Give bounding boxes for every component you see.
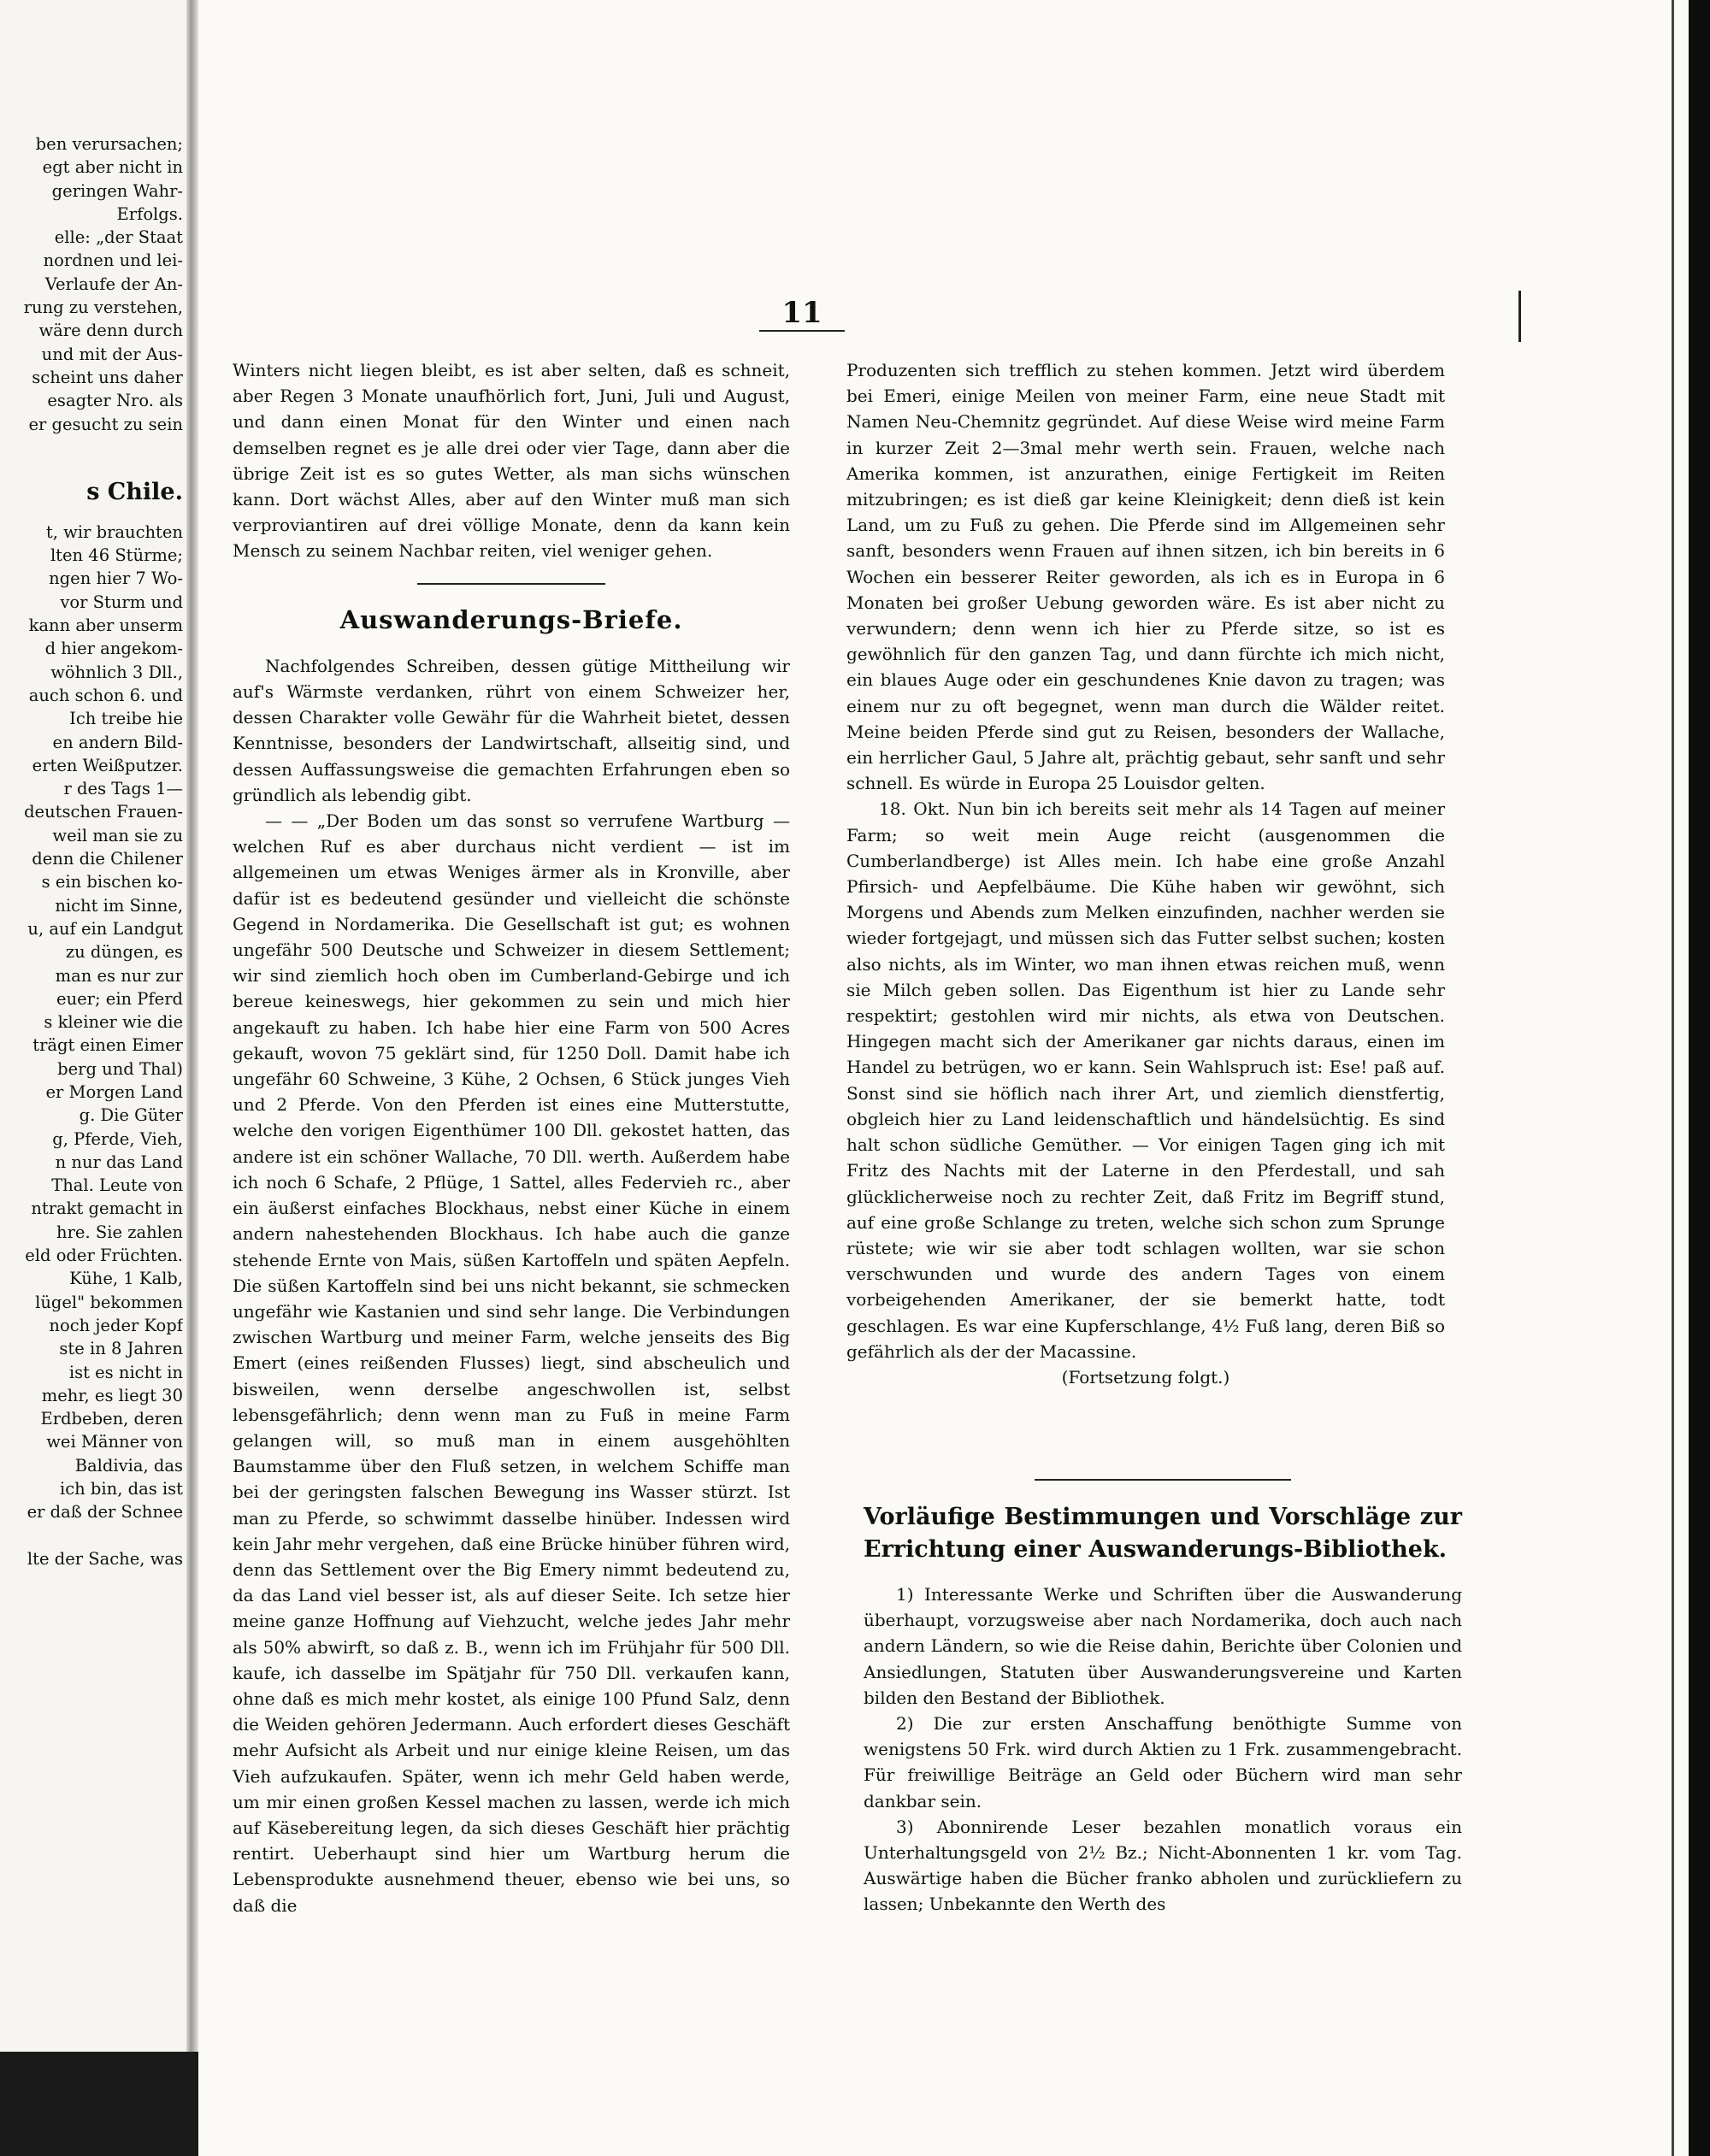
scan-edge-line: [1672, 0, 1674, 2156]
adjacent-line: en andern Bild-: [52, 732, 183, 752]
adjacent-line: hre. Sie zahlen: [56, 1222, 183, 1242]
adjacent-line: d hier angekom-: [44, 639, 183, 659]
adjacent-line: er daß der Schnee: [27, 1502, 183, 1523]
adjacent-line: Kühe, 1 Kalb,: [69, 1269, 183, 1289]
scan-border-bottom: [0, 2052, 198, 2156]
adjacent-line: [3, 1524, 183, 1547]
adjacent-line: er Morgen Land: [45, 1081, 183, 1102]
adjacent-line: t, wir brauchten: [45, 521, 183, 542]
column-left: [233, 357, 790, 1918]
adjacent-line: g, Pferde, Vieh,: [52, 1128, 183, 1149]
paragraph: 1) Interessante Werke und Schriften über die Auswanderung überhaupt, vorzugsweise aber nach Nordamerika, doch auch nach andern Ländern, so wie die Reise dahin, Berichte über Colonien und Ansiedlungen, Statuten über Auswanderungsvereine und Karten bilden den Bestand der Bibliothek.: [864, 1584, 1462, 1708]
adjacent-line: lte der Sache, was: [27, 1548, 183, 1569]
adjacent-line: s ein bischen ko-: [41, 872, 183, 892]
adjacent-lines-bottom: [3, 521, 183, 1570]
adjacent-line: ist es nicht in: [68, 1362, 183, 1382]
adjacent-line: esagter Nro. als: [47, 391, 183, 411]
adjacent-line: s kleiner wie die: [44, 1012, 183, 1033]
adjacent-line: Verlaufe der An-: [44, 274, 183, 294]
adjacent-line: Erfolgs.: [116, 203, 183, 224]
paragraph: — — „Der Boden um das sonst so verrufene Wartburg — welchen Ruf es aber durchaus nicht verdient — ist im allgemeinen um etwas Weniges ärmer als in Kronville, aber dafür ist es bedeutend gesünder und vielleicht die schönste Gegend in Nordamerika. Die Gesellschaft ist gut; es wohnen ungefähr 500 Deutsche und Schweizer in diesem Settlement; wir sind ziemlich hoch oben im Cumberland-Gebirge und ich bereue keineswegs, hier gekommen zu sein und mich hier angekauft zu haben. Ich habe hier eine Farm von 500 Acres gekauft, wovon 75 geklärt sind, für 1250 Doll. Damit habe ich ungefähr 60 Schweine, 3 Kühe, 2 Ochsen, 6 Stück junges Vieh und 2 Pferde. Von den Pferden ist eines eine Mutterstutte, welche den vorigen Eigenthümer 100 Dll. gekostet hatten, das andere ist ein schöner Wallache, 70 Dll. werth. Außerdem habe ich noch 6 Schafe, 2 Pflüge, 1 Sattel, alles Federvieh rc., aber ein äußerst einfaches Blockhaus, nebst einer Küche in einem andern nahestehenden Blockhaus. Ich habe auch die ganze stehende Ernte von Mais, süßen Kartoffeln und späten Aepfeln. Die süßen Kartoffeln sind bei uns nicht bekannt, sie schmecken ungefähr wie Kastanien und sind sehr lange. Die Verbindungen zwischen Wartburg und meiner Farm, welche jenseits des Big Emert (eines reißenden Flusses) liegt, sind abscheulich und bisweilen, wenn derselbe angeschwollen ist, selbst lebensgefährlich; denn wenn man zu Fuß in meine Farm gelangen will, so muß man in einem ausgehöhlten Baumstamme über den Fluß setzen, in welchem Schiffe man bei der geringsten falschen Bewegung ins Wasser stürzt. Ist man zu Pferde, so schwimmt dasselbe hinüber. Indessen wird kein Jahr mehr vergehen, daß eine Brücke hinüber führen wird, denn das Settlement over the Big Emery nimmt bedeutend zu, da das Land viel besser ist, als auf dieser Seite. Ich setze hier meine ganze Hoffnung auf Viehzucht, welche jedes Jahr mehr als 50% abwirft, so daß z. B., wenn ich im Frühjahr für 500 Dll. kaufe, ich dasselbe im Spätjahr für 750 Dll. verkaufen kann, ohne daß es mich mehr kostet, als einige 100 Pfund Salz, denn die Weiden gehören Jedermann. Auch erfordert dieses Geschäft mehr Aufsicht als Arbeit und nur einige kleine Reisen, um das Vieh aufzukaufen. Später, wenn ich mehr Geld haben werde, um mir einen großen Kessel machen zu lassen, werde ich mich auf Käsebereitung legen, da sich dieses Geschäft hier prächtig rentirt. Ueberhaupt sind hier um Wartburg herum die Lebensprodukte ausnehmend theuer, ebenso wie bei uns, so daß die: [233, 810, 790, 1916]
section-divider: [417, 583, 605, 585]
scan-border-right: [1689, 0, 1710, 2156]
adjacent-line: lügel" bekommen: [35, 1292, 183, 1312]
column-right-lower: [864, 1462, 1462, 1917]
paragraph: Produzenten sich trefflich zu stehen kommen. Jetzt wird überdem bei Emeri, einige Meilen von meiner Farm, eine neue Stadt mit Namen Neu-Chemnitz gegründet. Auf diese Weise wird meine Farm in kurzer Zeit 2—3mal mehr werth sein. Frauen, welche nach Amerika kommen, ist anzurathen, einige Fertigkeit im Reiten mitzubringen; es ist dieß gar keine Kleinigkeit; denn dieß ist kein Land, um zu Fuß zu gehen. Die Pferde sind im Allgemeinen sehr sanft, besonders wenn Frauen auf ihnen sitzen, ich bin bereits in 6 Wochen ein besserer Reiter geworden, als ich es in Europa in 6 Monaten bei großer Uebung geworden wäre. Es ist aber nicht zu verwundern; denn wenn ich hier zu Pferde sitze, so ist es gewöhnlich für den ganzen Tag, und dann fürchte ich mich nicht, ein blaues Auge oder ein geschundenes Knie davon zu tragen; was einem nur zu oft begegnet, wenn man durch die Wälder reitet. Meine beiden Pferde sind gut zu Reisen, besonders der Wallache, ein herrlicher Gaul, 5 Jahre alt, prächtig gebaut, sehr sanft und sehr schnell. Es würde in Europa 25 Louisdor gelten.: [846, 360, 1445, 794]
adjacent-line: rung zu verstehen,: [23, 297, 183, 318]
adjacent-line: Baldivia, das: [74, 1455, 183, 1476]
adjacent-line: er gesucht zu sein: [28, 414, 183, 434]
page-number: 11: [781, 296, 823, 330]
section-divider: [1035, 1479, 1291, 1481]
adjacent-line: eld oder Früchten.: [25, 1246, 183, 1266]
paragraph: 3) Abonnirende Leser bezahlen monatlich voraus ein Unterhaltungsgeld von 2½ Bz.; Nicht-Abonnenten 1 kr. vom Tag. Auswärtige haben die Bücher franko abholen und zurückliefern zu lassen; Unbekannte den Werth des: [864, 1816, 1462, 1915]
adjacent-line: erten Weißputzer.: [32, 755, 183, 775]
adjacent-line: g. Die Güter: [79, 1105, 183, 1126]
adjacent-line: Erdbeben, deren: [40, 1409, 183, 1429]
adjacent-line: vor Sturm und: [60, 592, 183, 612]
adjacent-page-strip: [0, 0, 198, 2156]
adjacent-line: ntrakt gemacht in: [31, 1199, 183, 1219]
adjacent-line: scheint uns daher: [32, 367, 183, 387]
adjacent-lines-top: [3, 133, 183, 436]
adjacent-line: trägt einen Eimer: [32, 1035, 183, 1056]
adjacent-line: geringen Wahr-: [51, 180, 183, 201]
scan-mark: [1518, 291, 1521, 342]
adjacent-line: r des Tags 1—: [63, 779, 183, 799]
adjacent-line: und mit der Aus-: [41, 344, 183, 364]
paragraph: 2) Die zur ersten Anschaffung benöthigte Summe von wenigstens 50 Frk. wird durch Aktien zu 1 Frk. zusammengebracht. Für freiwillige Beiträge an Geld oder Büchern wird man sehr dankbar sein.: [864, 1713, 1462, 1811]
adjacent-line: weil man sie zu: [52, 825, 183, 845]
paragraph: Winters nicht liegen bleibt, es ist aber selten, daß es schneit, aber Regen 3 Monate unaufhörlich fort, Juni, Juli und August, und dann einen Monat für den Winter und einen nach demselben regnet es je alle drei oder vier Tage, dann aber die übrige Zeit ist es so gutes Wetter, als man sichs wünschen kann. Dort wächst Alles, aber auf den Winter muß man sich verproviantiren auf drei völlige Monate, denn da kann kein Mensch zu seinem Nachbar reiten, viel weniger gehen.: [233, 360, 790, 562]
paragraph: 18. Okt. Nun bin ich bereits seit mehr als 14 Tagen auf meiner Farm; so weit mein Auge reicht (ausgenommen die Cumberlandberge) ist Alles mein. Ich habe eine große Anzahl Pfirsich- und Aepfelbäume. Die Kühe haben wir gewöhnt, sich Morgens und Abends zum Melken einzufinden, nachher werden sie wieder fortgejagt, und müssen sich das Futter selbst suchen; kosten also nichts, als im Winter, wo man ihnen etwas reichen muß, wenn sie Milch geben sollen. Das Eigenthum ist hier zu Lande sehr respektirt; gestohlen wird mir nichts, als etwa von Deutschen. Hingegen macht sich der Amerikaner gar nichts daraus, einen im Handel zu betrügen, wo er kann. Sein Wahlspruch ist: Ese! paß auf. Sonst sind sie höflich nach ihrer Art, und ziemlich dienstfertig, obgleich hier zu Land leidenschaftlich und händelsüchtig. Es sind halt schon südliche Gemüther. — Vor einigen Tagen ging ich mit Fritz des Nachts mit der Laterne in den Pferdestall, und sah glücklicherweise noch zu rechter Zeit, daß Fritz im Begriff stund, auf eine große Schlange zu treten, welche sich schon zum Sprunge rüstete; wie wir sie aber todt schlagen wollten, war sie schon verschwunden und wurde des andern Tages von einem vorbeigehenden Amerikaner, der sie bemerkt hatte, todt geschlagen. Es war eine Kupferschlange, 4½ Fuß lang, deren Biß so gefährlich als der der Macassine.: [846, 798, 1445, 1362]
adjacent-line: berg und Thal): [57, 1058, 183, 1079]
adjacent-line: egt aber nicht in: [42, 157, 183, 178]
adjacent-line: lten 46 Stürme;: [50, 545, 183, 566]
adjacent-line: auch schon 6. und: [28, 685, 183, 705]
adjacent-line: man es nur zur: [55, 965, 183, 986]
adjacent-line: denn die Chilener: [32, 849, 183, 869]
paragraph: Nachfolgendes Schreiben, dessen gütige Mittheilung wir auf's Wärmste verdanken, rührt von einem Schweizer her, dessen Charakter volle Gewähr für die Wahrheit bietet, dessen Kenntnisse, besonders der Landwirtschaft, allseitig sind, und dessen Auffassungsweise die gemachten Erfahrungen eben so gründlich als lebendig gibt.: [233, 655, 790, 805]
adjacent-line: wöhnlich 3 Dll.,: [50, 662, 183, 682]
adjacent-line: mehr, es liegt 30: [41, 1385, 183, 1405]
continuation-note: (Fortsetzung folgt.): [1061, 1366, 1230, 1387]
adjacent-line: euer; ein Pferd: [56, 988, 183, 1009]
section-heading: Auswanderungs-Briefe.: [339, 604, 683, 634]
column-right: [846, 357, 1445, 1390]
adjacent-line: Ich treibe hie: [69, 709, 183, 729]
adjacent-line: deutschen Frauen-: [24, 802, 183, 822]
adjacent-line: nordnen und lei-: [43, 250, 183, 271]
adjacent-line: wäre denn durch: [38, 321, 183, 341]
adjacent-line: ngen hier 7 Wo-: [49, 568, 183, 589]
adjacent-line: u, auf ein Landgut: [27, 918, 183, 939]
adjacent-line: n nur das Land: [55, 1152, 183, 1172]
adjacent-line: zu düngen, es: [65, 942, 183, 963]
adjacent-line: kann aber unserm: [28, 616, 183, 636]
page-number-rule: [759, 330, 845, 332]
adjacent-page-text: [3, 133, 183, 1570]
adjacent-line: Thal. Leute von: [51, 1175, 183, 1196]
adjacent-line: nicht im Sinne,: [55, 895, 183, 916]
page-fold-shadow: [186, 0, 198, 2156]
adjacent-heading: s Chile.: [86, 478, 183, 505]
section-heading: Vorläufige Bestimmungen und Vorschläge zur Errichtung einer Auswanderungs-Bibliothek.: [864, 1504, 1462, 1563]
adjacent-line: wei Männer von: [46, 1432, 183, 1452]
adjacent-line: noch jeder Kopf: [49, 1315, 183, 1335]
adjacent-line: ben verursachen;: [35, 134, 183, 154]
adjacent-line: ste in 8 Jahren: [59, 1339, 183, 1359]
adjacent-line: ich bin, das ist: [60, 1479, 183, 1499]
adjacent-line: elle: „der Staat: [54, 227, 183, 248]
